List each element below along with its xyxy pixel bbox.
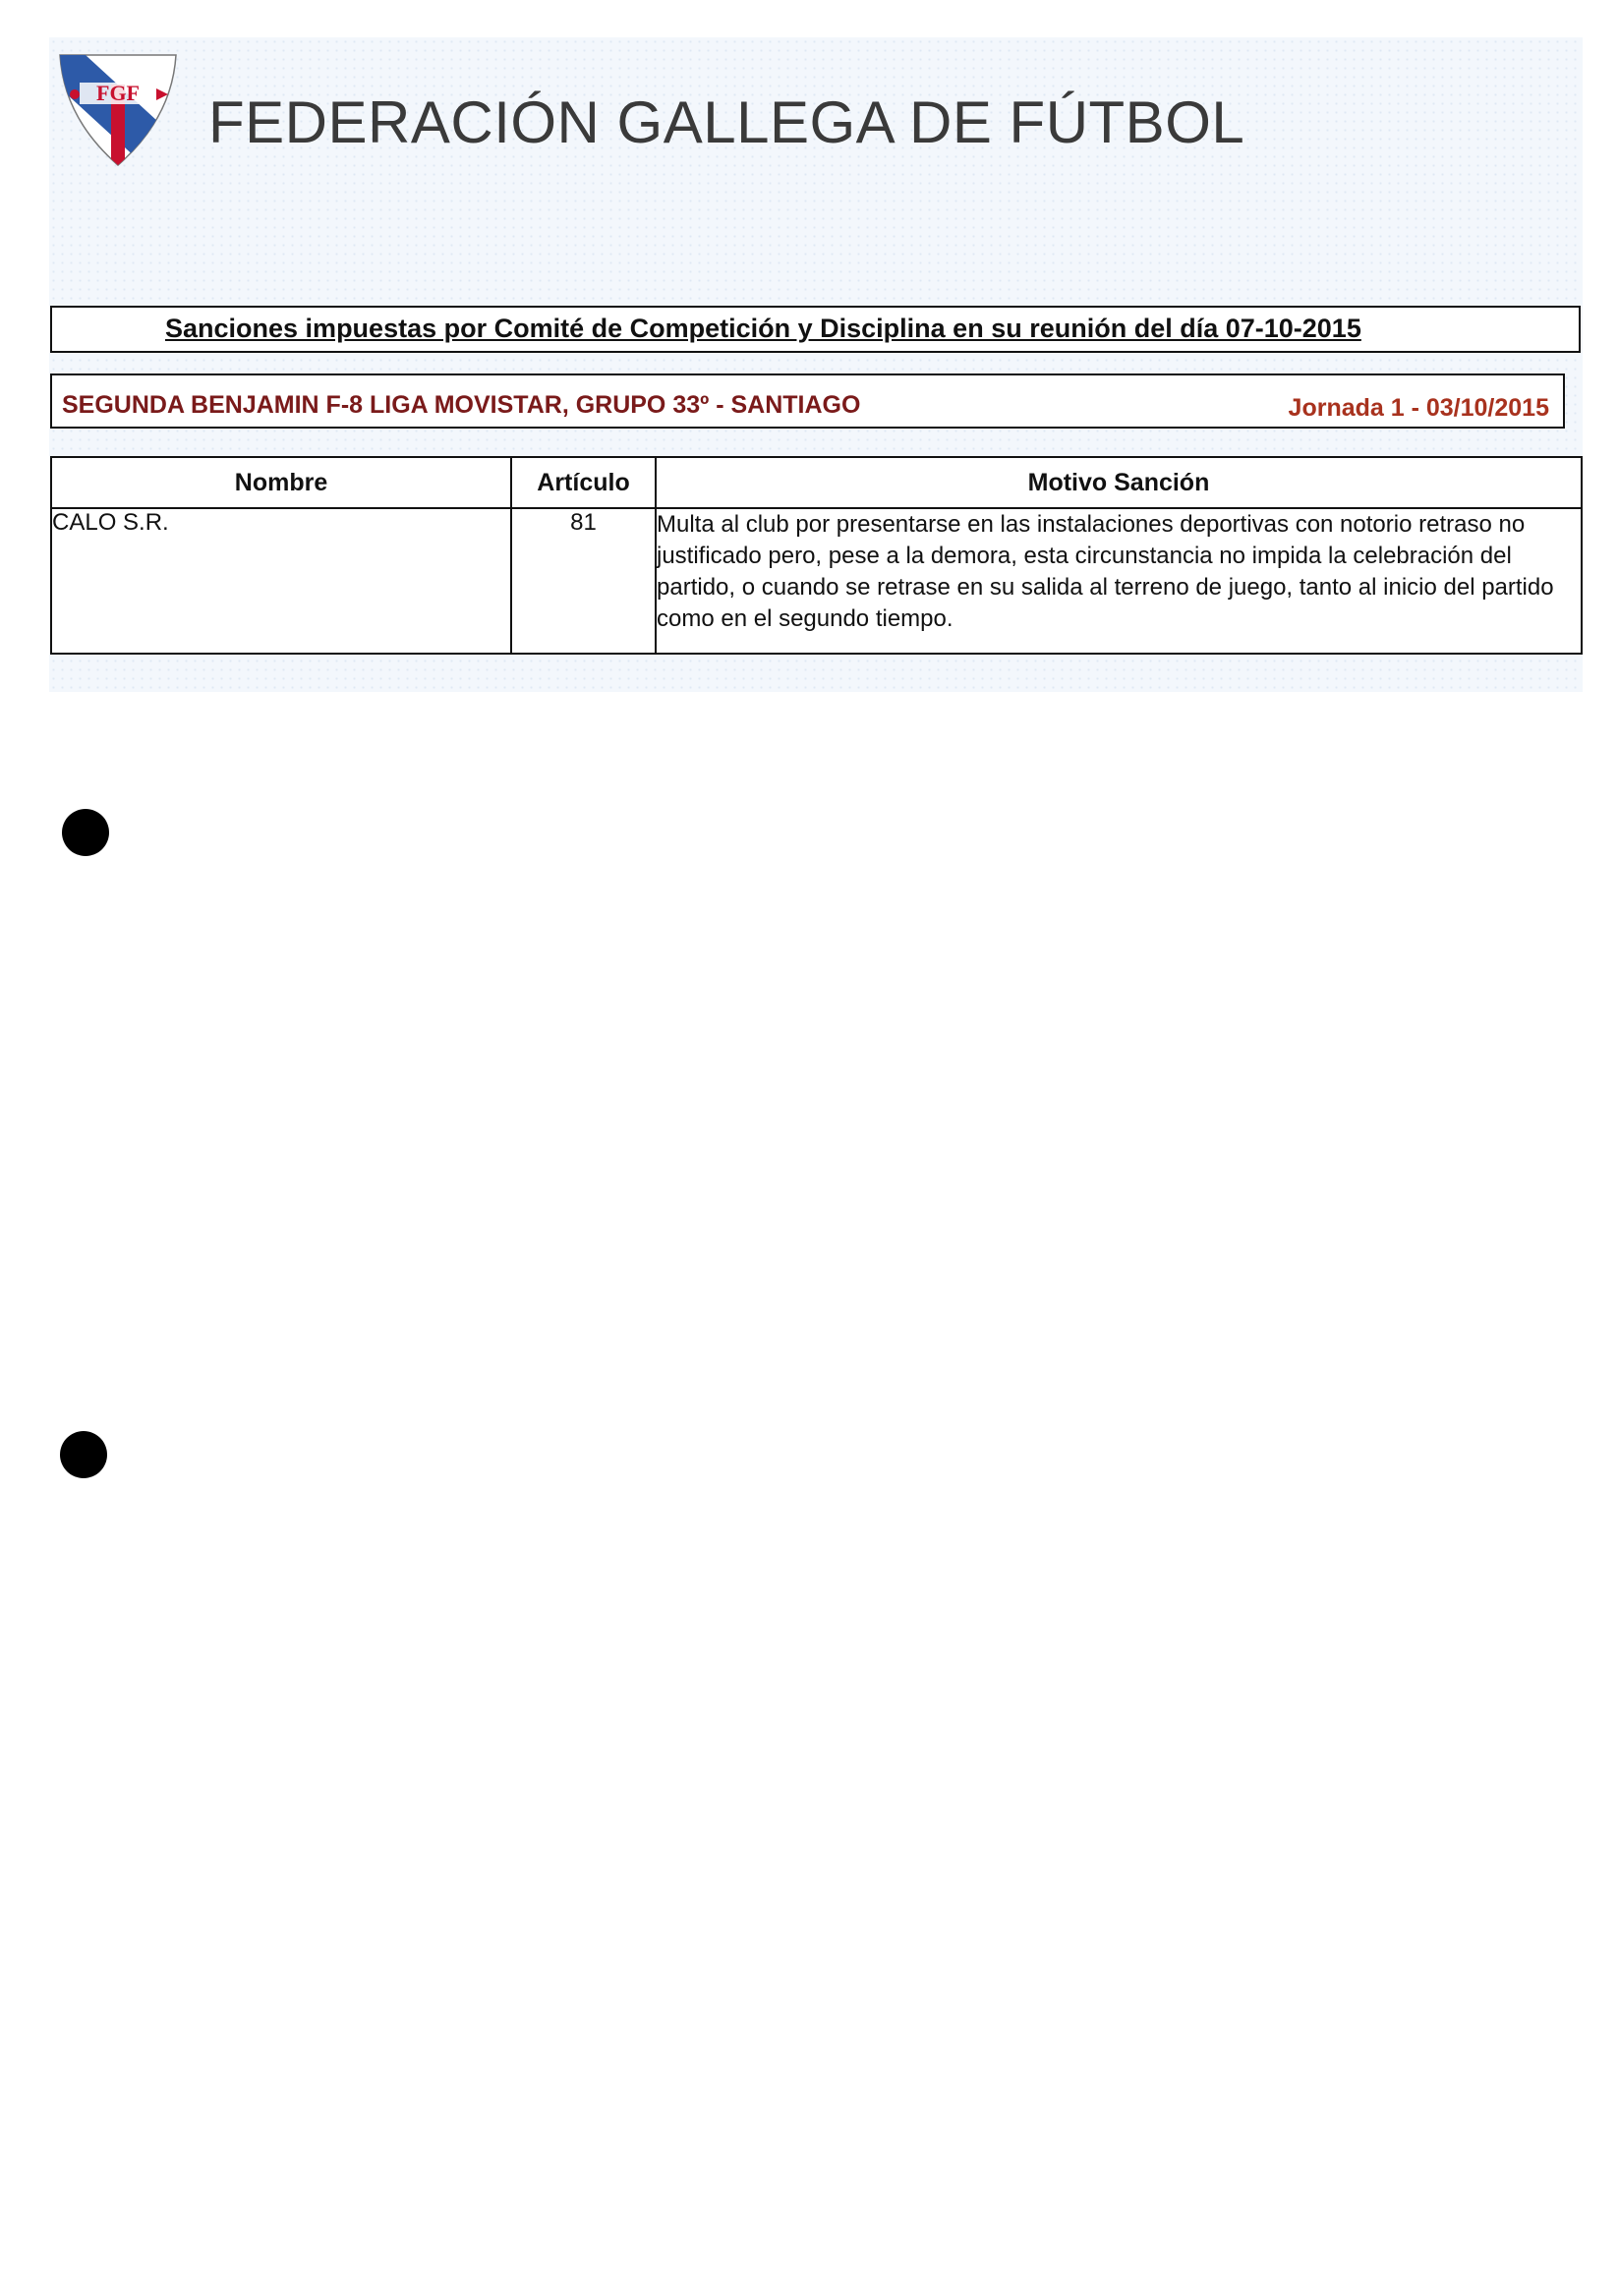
sanctions-title: Sanciones impuestas por Comité de Competición y Disciplina en su reunión del día 07-10-2015 — [165, 314, 1361, 343]
sanctions-title-box — [50, 306, 1581, 353]
cell-nombre: CALO S.R. — [51, 508, 511, 654]
table-header-row — [51, 457, 1582, 508]
jornada-date: Jornada 1 - 03/10/2015 — [1288, 394, 1549, 422]
punch-hole-mark — [60, 1431, 107, 1478]
column-header-articulo: Artículo — [511, 457, 656, 508]
column-header-motivo: Motivo Sanción — [656, 457, 1582, 508]
competition-group-box — [50, 373, 1565, 429]
punch-hole-mark — [62, 809, 109, 856]
cell-motivo: Multa al club por presentarse en las instalaciones deportivas con notorio retraso no justificado pero, pese a la demora, esta circunstancia no impida la celebración del partido, o cuando se retrase en su salida al terreno de juego, tanto al inicio del partido como en el segundo tiempo. — [656, 508, 1582, 654]
fgf-logo — [54, 49, 182, 171]
table-row — [51, 508, 1582, 654]
cell-articulo: 81 — [511, 508, 656, 654]
logo-monogram: FGF — [96, 81, 140, 105]
competition-name: SEGUNDA BENJAMIN F-8 LIGA MOVISTAR, GRUPO 33º - SANTIAGO — [62, 391, 861, 419]
column-header-nombre: Nombre — [51, 457, 511, 508]
organization-title: FEDERACIÓN GALLEGA DE FÚTBOL — [208, 89, 1245, 155]
sanctions-table — [50, 456, 1583, 655]
